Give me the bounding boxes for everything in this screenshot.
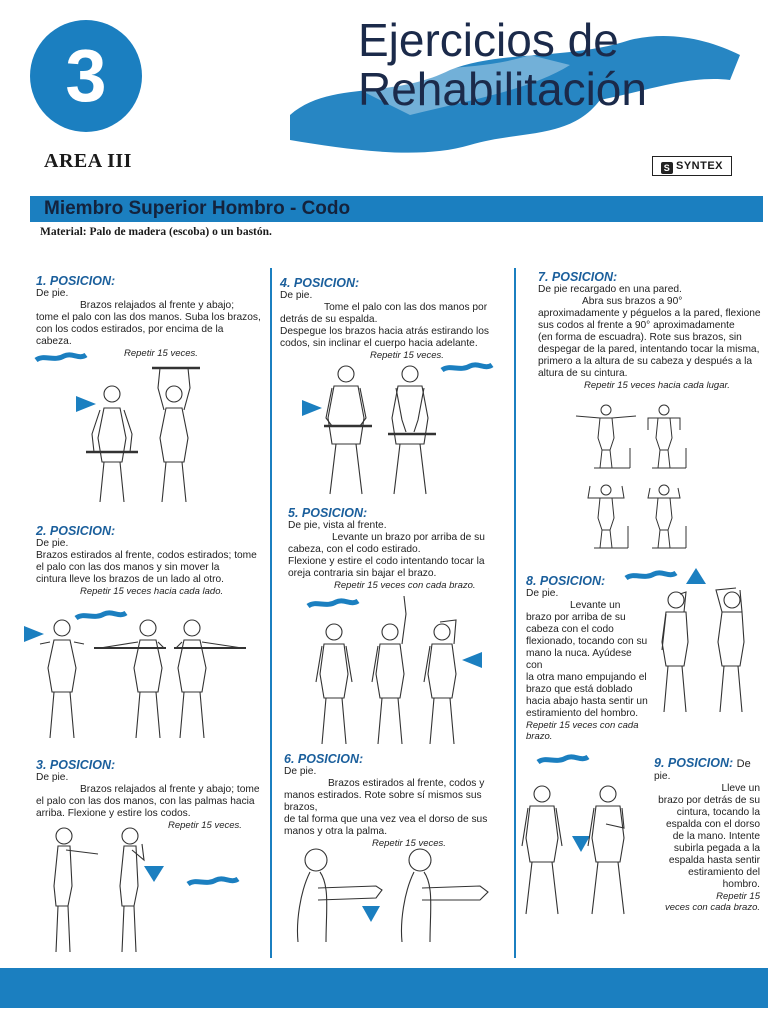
exercise-5-illustration (306, 594, 516, 754)
exercise-position: De pie. (36, 538, 69, 549)
exercise-text-line: brazo por detrás de su (658, 795, 760, 807)
exercise-repeat: Repetir 15 veces. (168, 820, 242, 832)
figure-wall-arms-up (648, 405, 686, 468)
exercise-1-illustration (34, 352, 264, 522)
figure-rotate-right (174, 620, 246, 738)
arrow-marker-icon (302, 400, 322, 416)
exercise-4 (280, 276, 508, 361)
exercise-text-line: arriba. Flexione y estire los codos. (36, 808, 191, 820)
exercise-heading: 3. POSICION: (36, 758, 116, 772)
figure-arms-forward (40, 620, 84, 738)
figure-back-arms-down (522, 786, 562, 914)
column-divider-1 (270, 268, 272, 958)
figure-profile-arm-forward-palm (298, 849, 383, 942)
exercise-text-line: Brazos estirados al frente, codos y (328, 778, 485, 790)
exercise-text-line: mano la nuca. Ayúdese con (526, 648, 632, 672)
exercise-position: De (736, 758, 751, 770)
exercise-text-line: la otra mano empujando el (526, 672, 647, 684)
exercise-repeat: Repetir 15 (716, 891, 760, 903)
brand-logo (652, 156, 732, 176)
material-note: Material: Palo de madera (escoba) o un bastón. (40, 226, 272, 238)
exercise-repeat: Repetir 15 veces hacia cada lugar. (584, 380, 730, 392)
accent-scribble (188, 879, 238, 884)
exercise-repeat: Repetir 15 veces. (372, 838, 446, 850)
exercise-repeat: Repetir 15 veces hacia cada lado. (80, 586, 224, 598)
exercise-text-line: cintura, tocando la (676, 807, 760, 819)
exercise-heading: 9. POSICION: (654, 756, 734, 770)
section-title: Miembro Superior Hombro - Codo (44, 198, 351, 219)
exercise-text-line: de tal forma que una vez vea el dorso de sus (284, 814, 488, 826)
brand-mark-icon: S (661, 162, 673, 174)
exercise-position: De pie. (36, 288, 69, 299)
exercise-repeat: Repetir 15 veces con cada brazo. (334, 580, 476, 592)
figure-back-stick-raised (388, 366, 436, 494)
exercise-heading: 6. POSICION: (284, 752, 364, 766)
arrow-marker-icon (572, 836, 590, 852)
exercise-text-line: hacia abajo hasta sentir un (526, 696, 648, 708)
figure-front-arms-down (316, 624, 352, 744)
exercise-text-line: hombro. (722, 879, 760, 891)
exercise-text-line: brazo que está doblado (526, 684, 633, 696)
exercise-heading: 8. POSICION: (526, 574, 606, 588)
figure-profile-arm-forward-back (402, 849, 489, 942)
figure-wall-arms-out (576, 405, 636, 468)
exercise-position: De pie. (280, 290, 313, 301)
exercise-text-line: (en forma de escuadra). Rote sus brazos, sin (538, 332, 742, 344)
accent-scribble (442, 365, 492, 370)
exercise-2-illustration (24, 608, 264, 748)
exercise-7-illustration (574, 402, 694, 550)
exercise-text-line: Brazos relajados al frente y abajo; tome (80, 784, 260, 796)
exercise-heading: 7. POSICION: (538, 270, 618, 284)
exercise-text-line: tome el palo con las dos manos. Suba los brazos, (36, 312, 261, 324)
exercise-text-line: el palo con las dos manos y sin mover la (36, 562, 220, 574)
exercise-text-line: Levante un (570, 600, 621, 612)
figure-arms-raised (152, 368, 200, 502)
footer-band (0, 968, 768, 1008)
exercise-text-line: codos, sin inclinar el cuerpo hacia adelante. (280, 338, 478, 350)
accent-scribble (626, 573, 676, 578)
exercise-text-line: sus codos al frente a 90° aproximadamente (538, 320, 735, 332)
arrow-marker-icon (76, 396, 96, 412)
exercise-position: De pie, vista al frente. (288, 520, 387, 531)
exercise-text-line: aproximadamente y péguelos a la pared, flexione (538, 308, 761, 320)
page-title-line-2: Rehabilitación (358, 63, 647, 116)
exercise-heading: 1. POSICION: (36, 274, 116, 288)
arrow-marker-icon (686, 568, 706, 584)
accent-scribble (308, 601, 358, 606)
exercise-text-line: altura de su cintura. (538, 368, 628, 380)
accent-scribble (76, 613, 126, 618)
figure-side-arms-straight (54, 828, 98, 952)
page-title (358, 16, 647, 114)
exercise-text-line: subirla pegada a la (673, 843, 760, 855)
exercise-text-line: Abra sus brazos a 90° (582, 296, 683, 308)
exercise-7 (538, 270, 762, 391)
exercise-text-line: flexionado, tocando con su (526, 636, 648, 648)
exercise-text-line: oreja contraria sin bajar el brazo. (288, 568, 437, 580)
figure-hand-behind-neck (662, 592, 688, 712)
figure-wall-arms-waist (648, 485, 686, 548)
exercise-6-illustration (290, 842, 500, 950)
exercise-text-line: primero a la altura de su cabeza y después a la (538, 356, 753, 368)
page-title-line-1: Ejercicios de (358, 14, 619, 66)
exercise-repeat: brazo. (526, 731, 553, 743)
figure-assisted-stretch (716, 588, 744, 712)
exercise-text-line: Brazos relajados al frente y abajo; (80, 300, 235, 312)
exercise-repeat: veces con cada brazo. (664, 902, 760, 914)
accent-scribble (36, 355, 86, 360)
area-label: AREA III (44, 150, 132, 172)
exercise-1 (36, 274, 261, 359)
exercise-text-line: Flexione y estire el codo intentando tocar la (288, 556, 485, 568)
exercise-position: De pie. (526, 588, 559, 599)
arrow-marker-icon (24, 626, 44, 642)
exercise-text-line: espalda con el dorso (665, 819, 760, 831)
exercise-text-line: el palo con las dos manos, con las palmas hacia (36, 796, 255, 808)
exercise-text-line: detrás de su espalda. (280, 314, 378, 326)
exercise-text-line: cabeza, con el codo estirado. (288, 544, 421, 556)
exercise-9-illustration (516, 752, 654, 924)
exercise-repeat: Repetir 15 veces con cada (526, 720, 639, 732)
exercise-text-line: manos y otra la palma. (284, 826, 388, 838)
exercise-9 (654, 756, 760, 913)
arrow-marker-icon (144, 866, 164, 882)
exercise-3-illustration (40, 826, 270, 961)
figure-rotate-left (94, 620, 166, 738)
exercise-text-line: manos estirados. Rote sobre sí mismos sus brazos, (284, 790, 482, 814)
exercise-heading: 5. POSICION: (288, 506, 368, 520)
exercise-2 (36, 524, 261, 597)
exercise-position: De pie. (284, 766, 317, 777)
exercise-text-line: brazo por arriba de su (526, 612, 626, 624)
exercise-text-line: de la mano. Intente (672, 831, 760, 843)
figure-side-elbows-flexed (120, 828, 144, 952)
exercise-text-line: Levante un brazo por arriba de su (332, 532, 485, 544)
exercise-heading: 4. POSICION: (280, 276, 360, 290)
figure-wall-arms-high (588, 485, 628, 548)
exercise-8-illustration (624, 566, 758, 718)
figure-hand-behind-back (588, 786, 624, 914)
exercise-text-line: con los codos estirados, por encima de la cabeza. (36, 324, 224, 348)
exercise-text-line: espalda hasta sentir (668, 855, 760, 867)
exercise-text-line: despegar de la pared, intentando tocar la misma, (538, 344, 760, 356)
exercise-text-line: Lleve un (721, 783, 760, 794)
exercise-text-line: Despegue los brazos hacia atrás estirando los (280, 326, 489, 338)
exercise-text-line: estiramiento del hombro. (526, 708, 639, 720)
arrow-marker-icon (362, 906, 380, 922)
exercise-text-line: Tome el palo con las dos manos por (324, 302, 488, 314)
area-number-badge: 3 (30, 20, 142, 132)
figure-back-stick-low (324, 366, 372, 494)
exercise-heading: 2. POSICION: (36, 524, 116, 538)
figure-front-arm-up (372, 596, 406, 744)
brand-name: SYNTEX (675, 160, 723, 172)
exercise-repeat: Repetir 15 veces. (124, 348, 198, 360)
exercise-4-illustration (302, 360, 512, 505)
exercise-text-line: cabeza con el codo (526, 624, 614, 636)
exercise-position: pie. (654, 770, 671, 782)
figure-front-elbow-flexed (424, 620, 456, 744)
exercise-position: De pie recargado en una pared. (538, 284, 682, 295)
exercise-3 (36, 758, 261, 831)
exercise-text-line: estiramiento del (688, 867, 760, 879)
exercise-position: De pie. (36, 772, 69, 783)
arrow-marker-icon (462, 652, 482, 668)
accent-scribble (538, 757, 588, 762)
exercise-text-line: Brazos estirados al frente, codos estirados; tome (36, 550, 257, 562)
exercise-5 (288, 506, 510, 591)
exercise-text-line: cintura lleve los brazos de un lado al otro. (36, 574, 225, 586)
exercise-repeat: Repetir 15 veces. (370, 350, 444, 362)
exercise-6 (284, 752, 510, 849)
